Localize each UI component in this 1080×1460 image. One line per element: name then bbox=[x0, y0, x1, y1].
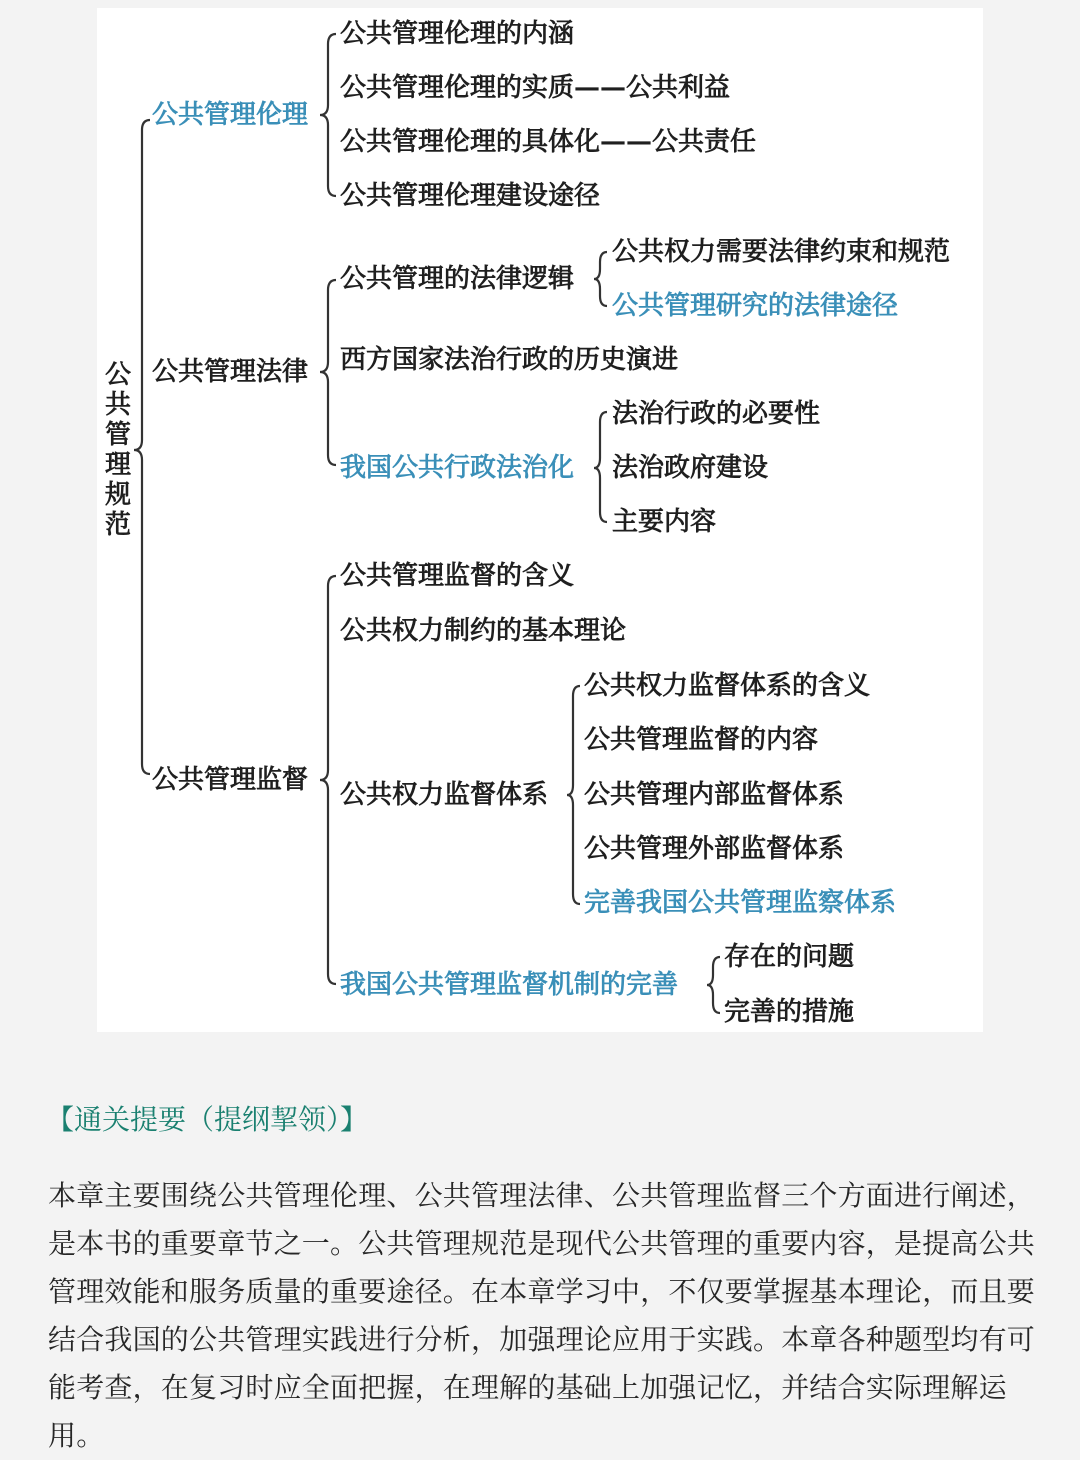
branch-law: 公共管理法律 bbox=[152, 357, 309, 387]
ethics-item-1: 公共管理伦理的内涵 bbox=[340, 19, 575, 49]
summary-heading: 【通关提要（提纲挈领）】 bbox=[46, 1103, 369, 1136]
supervision-item-3-sub-4: 公共管理外部监督体系 bbox=[584, 834, 845, 864]
supervision-item-3: 公共权力监督体系 bbox=[340, 780, 549, 810]
law-item-1-sub-1: 公共权力需要法律约束和规范 bbox=[612, 237, 951, 267]
law-item-3-sub-1: 法治行政的必要性 bbox=[612, 399, 821, 429]
supervision-item-4-sub-2: 完善的措施 bbox=[724, 997, 855, 1027]
law-item-1-sub-2: 公共管理研究的法律途径 bbox=[612, 291, 899, 321]
ethics-item-3: 公共管理伦理的具体化——公共责任 bbox=[340, 127, 757, 157]
branch-supervision: 公共管理监督 bbox=[152, 765, 309, 795]
law-item-3-sub-2: 法治政府建设 bbox=[612, 453, 769, 483]
ethics-item-4: 公共管理伦理建设途径 bbox=[340, 181, 601, 211]
ethics-item-2: 公共管理伦理的实质——公共利益 bbox=[340, 73, 731, 103]
law-item-3: 我国公共行政法治化 bbox=[340, 453, 575, 483]
law-item-2: 西方国家法治行政的历史演进 bbox=[340, 345, 679, 375]
supervision-item-2: 公共权力制约的基本理论 bbox=[340, 616, 627, 646]
summary-body: 本章主要围绕公共管理伦理、公共管理法律、公共管理监督三个方面进行阐述，是本书的重要章节之一。公共管理规范是现代公共管理的重要内容，是提高公共管理效能和服务质量的重要途径。在本章学习中，不仅要掌握基本理论，而且要结合我国的公共管理实践进行分析，加强理论应用于实践。本章各种题型均有可能考查，在复习时应全面把握，在理解的基础上加强记忆，并结合实际理解运用。 bbox=[48, 1179, 1036, 1452]
supervision-item-3-sub-5: 完善我国公共管理监察体系 bbox=[584, 888, 897, 918]
supervision-item-3-sub-1: 公共权力监督体系的含义 bbox=[584, 671, 871, 701]
law-item-1: 公共管理的法律逻辑 bbox=[340, 264, 575, 294]
supervision-item-4: 我国公共管理监督机制的完善 bbox=[340, 970, 679, 1000]
supervision-item-3-sub-3: 公共管理内部监督体系 bbox=[584, 780, 845, 810]
branch-ethics: 公共管理伦理 bbox=[152, 100, 309, 130]
supervision-item-3-sub-2: 公共管理监督的内容 bbox=[584, 725, 819, 755]
supervision-item-1: 公共管理监督的含义 bbox=[340, 561, 575, 591]
supervision-item-4-sub-1: 存在的问题 bbox=[724, 942, 855, 972]
root-node: 公共管理规范 bbox=[104, 360, 131, 540]
law-item-3-sub-3: 主要内容 bbox=[612, 507, 717, 537]
